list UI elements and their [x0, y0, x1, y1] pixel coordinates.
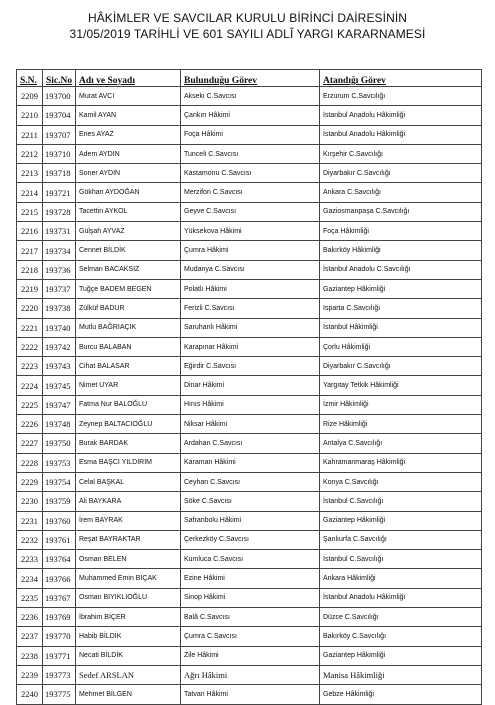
cell-current-post: Kumluca C.Savcısı [181, 550, 320, 569]
cell-sn: 2226 [17, 415, 43, 434]
cell-sn: 2217 [17, 241, 43, 260]
cell-sn: 2239 [17, 665, 43, 684]
cell-current-post: Sinop Hâkimi [181, 588, 320, 607]
cell-sic-no: 193704 [43, 106, 76, 125]
cell-assigned-post: Gebze Hâkimliği [320, 685, 482, 704]
table-row [17, 550, 482, 569]
cell-name: Gökhan AYDOĞAN [76, 183, 181, 202]
cell-sic-no: 193721 [43, 183, 76, 202]
cell-sic-no: 193743 [43, 357, 76, 376]
cell-assigned-post: Çorlu Hâkimliği [320, 337, 482, 356]
cell-assigned-post: Isparta C.Savcılığı [320, 299, 482, 318]
cell-sn: 2209 [17, 87, 43, 106]
cell-sn: 2225 [17, 395, 43, 414]
cell-current-post: Balâ C.Savcısı [181, 608, 320, 627]
table-row [17, 511, 482, 530]
cell-assigned-post: Kahramanmaraş Hâkimliği [320, 453, 482, 472]
cell-sic-no: 193740 [43, 318, 76, 337]
table-row [17, 183, 482, 202]
cell-assigned-post: Foça Hâkimliği [320, 222, 482, 241]
column-header-assigned-post: Atandığı Görev [320, 70, 482, 87]
table-row [17, 588, 482, 607]
cell-current-post: Karaman Hâkimi [181, 453, 320, 472]
cell-sn: 2234 [17, 569, 43, 588]
table-row [17, 202, 482, 221]
cell-name: Osman BIYIKLIOĞLU [76, 588, 181, 607]
cell-sic-no: 193710 [43, 144, 76, 163]
table-row [17, 646, 482, 665]
cell-sic-no: 193766 [43, 569, 76, 588]
cell-sn: 2222 [17, 337, 43, 356]
cell-sn: 2220 [17, 299, 43, 318]
document-title-line-2: 31/05/2019 TARİHLİ VE 601 SAYILI ADLÎ YARGI KARARNAMESİ [69, 27, 426, 41]
cell-sn: 2221 [17, 318, 43, 337]
cell-sn: 2232 [17, 530, 43, 549]
cell-name: Burak BARDAK [76, 434, 181, 453]
cell-name: Sedef ARSLAN [76, 665, 181, 684]
table-row [17, 299, 482, 318]
table-row [17, 337, 482, 356]
cell-sic-no: 193773 [43, 665, 76, 684]
cell-assigned-post: Düzce C.Savcılığı [320, 608, 482, 627]
cell-sic-no: 193731 [43, 222, 76, 241]
cell-sic-no: 193759 [43, 492, 76, 511]
cell-name: Gülşah AYVAZ [76, 222, 181, 241]
cell-name: Adem AYDIN [76, 144, 181, 163]
table-row [17, 472, 482, 491]
document-title-line-1: HÂKİMLER VE SAVCILAR KURULU BİRİNCİ DAİRESİNİN [87, 11, 408, 25]
cell-current-post: Zile Hâkimi [181, 646, 320, 665]
cell-name: Cennet BİLDİK [76, 241, 181, 260]
cell-sn: 2238 [17, 646, 43, 665]
cell-name: Esma BAŞCI YILDIRIM [76, 453, 181, 472]
cell-assigned-post: Erzurum C.Savcılığı [320, 87, 482, 106]
cell-sic-no: 193769 [43, 608, 76, 627]
cell-sic-no: 193767 [43, 588, 76, 607]
cell-assigned-post: Gaziantep Hâkimliği [320, 511, 482, 530]
table-row [17, 106, 482, 125]
cell-current-post: Polatlı Hâkimi [181, 279, 320, 298]
cell-sn: 2210 [17, 106, 43, 125]
table-row [17, 608, 482, 627]
cell-sic-no: 193734 [43, 241, 76, 260]
cell-sic-no: 193736 [43, 260, 76, 279]
cell-sic-no: 193775 [43, 685, 76, 704]
column-header-current-post: Bulunduğu Görev [181, 70, 320, 87]
cell-name: Reşat BAYRAKTAR [76, 530, 181, 549]
cell-assigned-post: İstanbul C.Savcılığı [320, 550, 482, 569]
cell-current-post: Foça Hâkimi [181, 125, 320, 144]
cell-current-post: Akseki C.Savcısı [181, 87, 320, 106]
cell-assigned-post: İstanbul Hâkimliği [320, 318, 482, 337]
cell-name: Nimet UYAR [76, 376, 181, 395]
table-row [17, 241, 482, 260]
cell-sic-no: 193771 [43, 646, 76, 665]
cell-sn: 2212 [17, 144, 43, 163]
cell-current-post: Ferizli C.Savcısı [181, 299, 320, 318]
cell-name: Kamil AYAN [76, 106, 181, 125]
cell-sn: 2224 [17, 376, 43, 395]
cell-current-post: Ceyhan C.Savcısı [181, 472, 320, 491]
cell-assigned-post: Diyarbakır C.Savcılığı [320, 164, 482, 183]
table-row [17, 685, 482, 704]
table-row [17, 434, 482, 453]
cell-sic-no: 193718 [43, 164, 76, 183]
table-row [17, 376, 482, 395]
cell-assigned-post: Bakırköy C.Savcılığı [320, 627, 482, 646]
cell-sic-no: 193745 [43, 376, 76, 395]
cell-assigned-post: Gaziantep Hâkimliği [320, 279, 482, 298]
cell-current-post: Çankırı Hâkimi [181, 106, 320, 125]
cell-assigned-post: Rize Hâkimliği [320, 415, 482, 434]
cell-current-post: Karapınar Hâkimi [181, 337, 320, 356]
cell-assigned-post: Şanlıurfa C.Savcılığı [320, 530, 482, 549]
cell-sn: 2218 [17, 260, 43, 279]
cell-name: Cihat BALASAR [76, 357, 181, 376]
table-row [17, 125, 482, 144]
cell-current-post: Eğirdir C.Savcısı [181, 357, 320, 376]
cell-current-post: Çumra Hâkimi [181, 241, 320, 260]
table-row [17, 530, 482, 549]
cell-sic-no: 193738 [43, 299, 76, 318]
cell-assigned-post: İstanbul Anadolu Hâkimliği [320, 106, 482, 125]
cell-current-post: Mudanya C.Savcısı [181, 260, 320, 279]
cell-sic-no: 193761 [43, 530, 76, 549]
cell-sic-no: 193748 [43, 415, 76, 434]
cell-current-post: Dinar Hâkimi [181, 376, 320, 395]
cell-current-post: Niksar Hâkimi [181, 415, 320, 434]
cell-name: Enes AYAZ [76, 125, 181, 144]
table-row [17, 164, 482, 183]
cell-assigned-post: Bakırköy Hâkimliği [320, 241, 482, 260]
cell-sn: 2211 [17, 125, 43, 144]
table-row [17, 453, 482, 472]
cell-sn: 2237 [17, 627, 43, 646]
cell-current-post: Geyve C.Savcısı [181, 202, 320, 221]
cell-sn: 2215 [17, 202, 43, 221]
cell-current-post: Söke C.Savcısı [181, 492, 320, 511]
cell-sic-no: 193753 [43, 453, 76, 472]
cell-sn: 2228 [17, 453, 43, 472]
cell-sn: 2223 [17, 357, 43, 376]
cell-name: Burcu BALABAN [76, 337, 181, 356]
cell-current-post: Merzifon C.Savcısı [181, 183, 320, 202]
cell-name: Tuğçe BADEM BEGEN [76, 279, 181, 298]
cell-name: Soner AYDIN [76, 164, 181, 183]
cell-assigned-post: İstanbul Anadolu Hâkimliği [320, 588, 482, 607]
table-row [17, 357, 482, 376]
cell-sic-no: 193707 [43, 125, 76, 144]
cell-sic-no: 193760 [43, 511, 76, 530]
cell-current-post: Saruhanlı Hâkimi [181, 318, 320, 337]
table-row [17, 415, 482, 434]
cell-sn: 2236 [17, 608, 43, 627]
column-header-name: Adı ve Soyadı [76, 70, 181, 87]
cell-sn: 2230 [17, 492, 43, 511]
cell-name: Zülküf BADUR [76, 299, 181, 318]
cell-name: Muhammed Emin BIÇAK [76, 569, 181, 588]
cell-assigned-post: İzmir Hâkimliği [320, 395, 482, 414]
table-header-row [17, 70, 482, 87]
table-row [17, 87, 482, 106]
column-header-sic-no: Sic.No [43, 70, 76, 87]
table-row [17, 260, 482, 279]
cell-current-post: Tunceli C.Savcısı [181, 144, 320, 163]
cell-sn: 2219 [17, 279, 43, 298]
cell-sic-no: 193728 [43, 202, 76, 221]
appointments-table [16, 69, 482, 705]
cell-current-post: Çerkezköy C.Savcısı [181, 530, 320, 549]
table-row [17, 665, 482, 684]
cell-sn: 2214 [17, 183, 43, 202]
table-row [17, 569, 482, 588]
table-row [17, 318, 482, 337]
cell-name: Habib BİLDİK [76, 627, 181, 646]
cell-sic-no: 193700 [43, 87, 76, 106]
cell-assigned-post: Ankara Hâkimliği [320, 569, 482, 588]
cell-assigned-post: İstanbul Anadolu Hâkimliği [320, 125, 482, 144]
column-header-sn: S.N. [17, 70, 43, 87]
cell-current-post: Çumra C.Savcısı [181, 627, 320, 646]
cell-assigned-post: Kırşehir C.Savcılığı [320, 144, 482, 163]
cell-assigned-post: Manisa Hâkimliği [320, 665, 482, 684]
cell-sic-no: 193764 [43, 550, 76, 569]
cell-name: İbrahim BİÇER [76, 608, 181, 627]
cell-name: Murat AVCI [76, 87, 181, 106]
table-row [17, 627, 482, 646]
cell-assigned-post: Antalya C.Savcılığı [320, 434, 482, 453]
cell-current-post: Yüksekova Hâkimi [181, 222, 320, 241]
table-row [17, 395, 482, 414]
cell-name: Zeynep BALTACIOĞLU [76, 415, 181, 434]
cell-current-post: Kastamonu C.Savcısı [181, 164, 320, 183]
cell-assigned-post: İstanbul C.Savcılığı [320, 492, 482, 511]
cell-sn: 2229 [17, 472, 43, 491]
table-body [17, 87, 482, 705]
cell-sn: 2240 [17, 685, 43, 704]
cell-name: Celal BAŞKAL [76, 472, 181, 491]
cell-assigned-post: Ankara C.Savcılığı [320, 183, 482, 202]
table-row [17, 144, 482, 163]
cell-sn: 2227 [17, 434, 43, 453]
cell-name: Tacettin AYKOL [76, 202, 181, 221]
cell-assigned-post: Gaziantep Hâkimliği [320, 646, 482, 665]
cell-sic-no: 193754 [43, 472, 76, 491]
cell-name: Ali BAYKARA [76, 492, 181, 511]
cell-sic-no: 193750 [43, 434, 76, 453]
cell-sn: 2213 [17, 164, 43, 183]
cell-sic-no: 193747 [43, 395, 76, 414]
cell-sic-no: 193742 [43, 337, 76, 356]
cell-name: Fatma Nur BALOĞLU [76, 395, 181, 414]
cell-name: Necati BİLDİK [76, 646, 181, 665]
cell-current-post: Safranbolu Hâkimi [181, 511, 320, 530]
table-row [17, 279, 482, 298]
cell-sn: 2231 [17, 511, 43, 530]
cell-current-post: Ezine Hâkimi [181, 569, 320, 588]
cell-assigned-post: Gaziosmanpaşa C.Savcılığı [320, 202, 482, 221]
cell-current-post: Tatvan Hâkimi [181, 685, 320, 704]
cell-assigned-post: Diyarbakır C.Savcılığı [320, 357, 482, 376]
cell-assigned-post: Konya C.Savcılığı [320, 472, 482, 491]
cell-name: Mutlu BAĞRIAÇIK [76, 318, 181, 337]
cell-assigned-post: Yargıtay Tetkik Hâkimliği [320, 376, 482, 395]
cell-name: Osman BELEN [76, 550, 181, 569]
cell-name: İrem BAYRAK [76, 511, 181, 530]
cell-sic-no: 193770 [43, 627, 76, 646]
cell-current-post: Ağrı Hâkimi [181, 665, 320, 684]
cell-name: Mehmet BİLGEN [76, 685, 181, 704]
cell-sn: 2235 [17, 588, 43, 607]
cell-sic-no: 193737 [43, 279, 76, 298]
cell-name: Selman BACAKSIZ [76, 260, 181, 279]
cell-assigned-post: İstanbul Anadolu C.Savcılığı [320, 260, 482, 279]
table-row [17, 222, 482, 241]
cell-sn: 2233 [17, 550, 43, 569]
table-row [17, 492, 482, 511]
cell-sn: 2216 [17, 222, 43, 241]
cell-current-post: Ardahan C.Savcısı [181, 434, 320, 453]
cell-current-post: Hınıs Hâkimi [181, 395, 320, 414]
